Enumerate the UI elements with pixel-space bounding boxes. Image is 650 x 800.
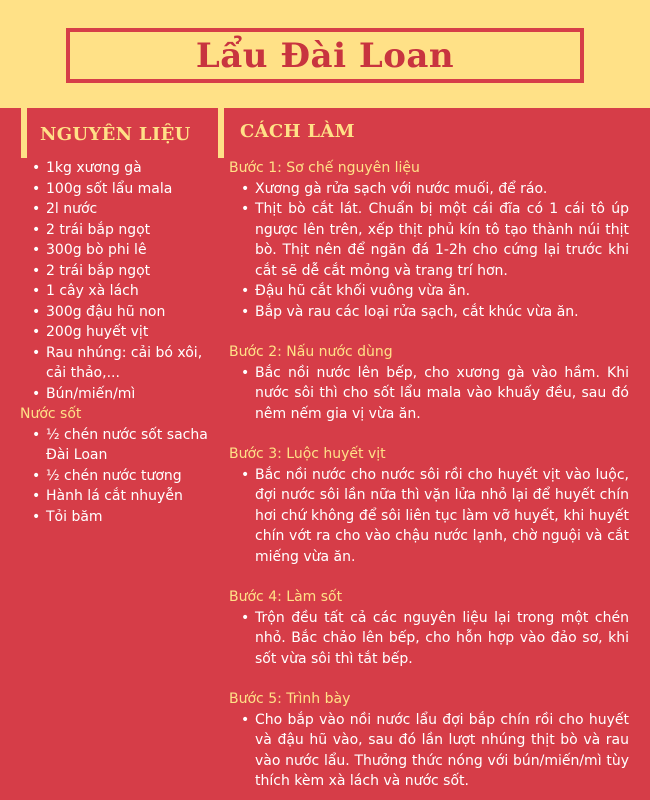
ingredients-heading: NGUYÊN LIỆU bbox=[40, 124, 191, 145]
step-item: • Cho bắp vào nồi nước lẩu đợi bắp chín rồi cho huyết và đậu hũ vào, sau đó lần lượt nhúng thịt bò và rau vào nước lẩu. Thưởng thức nóng với bún/miến/mì tùy thích kèm xà lách và nước sốt. bbox=[255, 710, 629, 792]
title-box bbox=[66, 28, 584, 83]
step-title: Bước 2: Nấu nước dùng bbox=[229, 344, 393, 360]
step-title: Bước 3: Luộc huyết vịt bbox=[229, 446, 386, 462]
step-title: Bước 1: Sơ chế nguyên liệu bbox=[229, 160, 420, 176]
step-5 bbox=[229, 689, 629, 792]
step-item: • Xương gà rửa sạch với nước muối, để ráo. bbox=[255, 179, 629, 200]
ingredient-item: • 2 trái bắp ngọt bbox=[46, 220, 220, 241]
ingredient-item: • Rau nhúng: cải bó xôi, cải thảo,... bbox=[46, 343, 220, 384]
method-accent-bar bbox=[218, 108, 224, 158]
ingredient-item: • 300g đậu hũ non bbox=[46, 302, 220, 323]
ingredients-section bbox=[20, 158, 220, 527]
step-item: • Bắp và rau các loại rửa sạch, cắt khúc vừa ăn. bbox=[255, 302, 629, 323]
step-list bbox=[229, 465, 629, 568]
step-item: • Thịt bò cắt lát. Chuẩn bị một cái đĩa có 1 cái tô úp ngược lên trên, xếp thịt phủ kín tô tạo thành núi thịt bò. Thịt nên để ngăn đá 1-2h cho cứng lại trước khi cắt sẽ dễ cắt mỏng và trang trí hơn. bbox=[255, 199, 629, 281]
step-list bbox=[229, 179, 629, 323]
ingredient-item: • 2l nước bbox=[46, 199, 220, 220]
step-title: Bước 4: Làm sốt bbox=[229, 589, 343, 605]
sauce-item: • Tỏi băm bbox=[46, 507, 220, 528]
step-list bbox=[229, 710, 629, 792]
step-1 bbox=[229, 158, 629, 322]
sauce-list bbox=[20, 425, 220, 528]
ingredient-item: • 200g huyết vịt bbox=[46, 322, 220, 343]
step-item: • Bắc nồi nước cho nước sôi rồi cho huyết vịt vào luộc, đợi nước sôi lần nữa thì vặn lửa nhỏ lại để huyết chín hơi chứ không để sôi liên tục làm vỡ huyết, khi huyết chín vớt ra cho vào chậu nước lạnh, chờ nguội và cắt miếng vừa ăn. bbox=[255, 465, 629, 568]
ingredient-item: • 1 cây xà lách bbox=[46, 281, 220, 302]
ingredients-list bbox=[20, 158, 220, 404]
header-banner bbox=[0, 0, 650, 108]
ingredients-accent-bar bbox=[21, 108, 27, 158]
step-2 bbox=[229, 342, 629, 424]
sauce-item: • ½ chén nước tương bbox=[46, 466, 220, 487]
step-item: • Đậu hũ cắt khối vuông vừa ăn. bbox=[255, 281, 629, 302]
step-3 bbox=[229, 444, 629, 567]
step-title: Bước 5: Trình bày bbox=[229, 691, 351, 707]
ingredient-item: • Bún/miến/mì bbox=[46, 384, 220, 405]
step-item: • Bắc nồi nước lên bếp, cho xương gà vào hầm. Khi nước sôi thì cho sốt lẩu mala vào khuấy đều, sau đó nêm nếm gia vị vừa ăn. bbox=[255, 363, 629, 425]
method-section bbox=[229, 158, 629, 800]
sauce-heading: Nước sốt bbox=[20, 406, 82, 422]
step-item: • Trộn đều tất cả các nguyên liệu lại trong một chén nhỏ. Bắc chảo lên bếp, cho hỗn hợp vào đảo sơ, khi sốt vừa sôi thì tắt bếp. bbox=[255, 608, 629, 670]
ingredient-item: • 1kg xương gà bbox=[46, 158, 220, 179]
step-list bbox=[229, 608, 629, 670]
method-heading: CÁCH LÀM bbox=[240, 121, 355, 142]
sauce-item: • ½ chén nước sốt sacha Đài Loan bbox=[46, 425, 220, 466]
ingredient-item: • 300g bò phi lê bbox=[46, 240, 220, 261]
sauce-item: • Hành lá cắt nhuyễn bbox=[46, 486, 220, 507]
step-list bbox=[229, 363, 629, 425]
ingredient-item: • 2 trái bắp ngọt bbox=[46, 261, 220, 282]
step-4 bbox=[229, 587, 629, 669]
ingredient-item: • 100g sốt lẩu mala bbox=[46, 179, 220, 200]
page-title: Lẩu Đài Loan bbox=[195, 35, 455, 76]
